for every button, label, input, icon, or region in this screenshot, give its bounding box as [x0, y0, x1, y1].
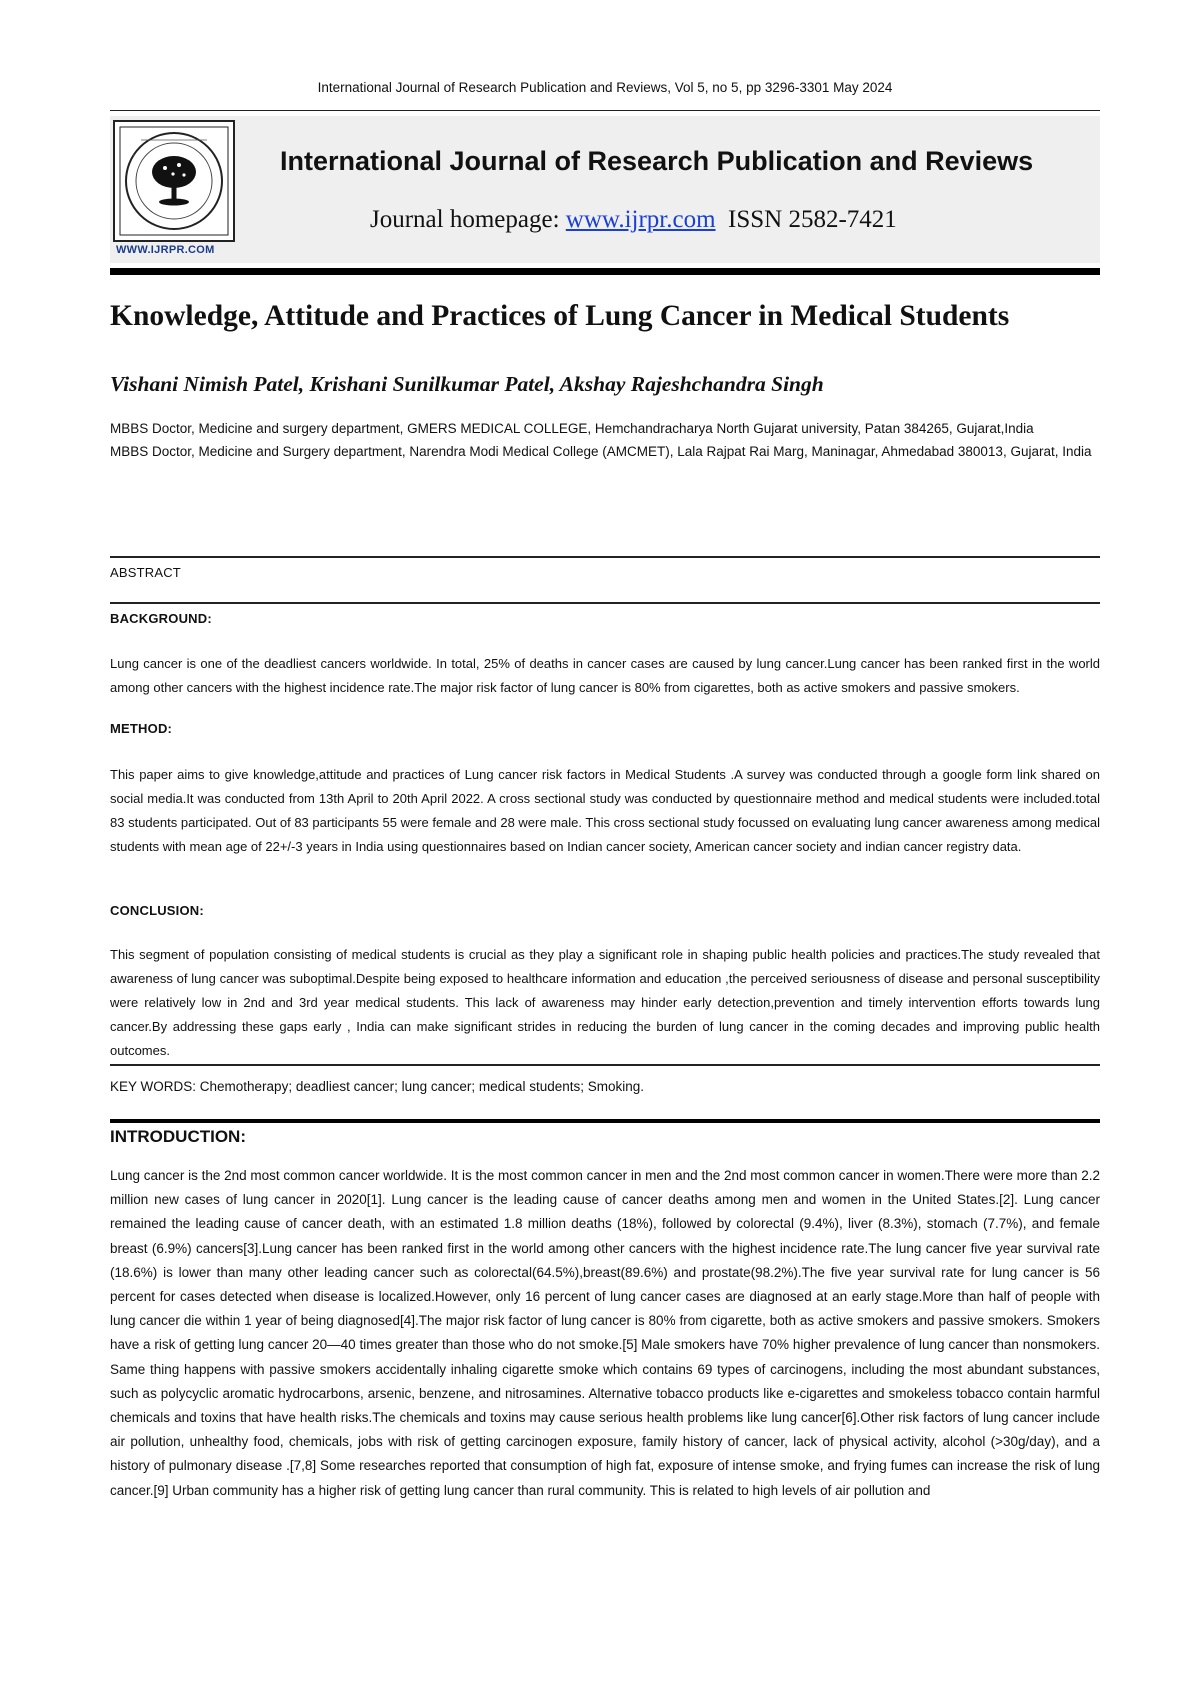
homepage-link[interactable]: www.ijrpr.com	[565, 206, 716, 233]
running-header: International Journal of Research Publication and Reviews, Vol 5, no 5, pp 3296-3301 May 2024	[317, 80, 893, 95]
introduction-text: Lung cancer is the 2nd most common cancer worldwide. It is the most common cancer in men and the 2nd most common cancer in women.There were more than 2.2 million new cases of lung cancer in 2020[1]. Lung cancer is the leading cause of cancer deaths among men and women in the United States.[2]. Lung cancer remained the leading cause of cancer death, with an estimated 1.8 million deaths (18%), followed by colorectal (9.4%), liver (8.3%), stomach (7.7%), and female breast (6.9%) cancers[3].Lung cancer has been ranked first in the world among other cancers with the highest incidence rate.The lung cancer five year survival rate (18.6%) is lower than many other leading cancer such as colorectal(64.5%),breast(89.6%) and prostate(98.2%).The five year survival rate for lung cancer is 56 percent for cases detected when disease is localized.However, only 16 percent of lung cancer cases are diagnosed at an early stage.More than half of people with lung cancer die within 1 year of being diagnosed[4].The major risk factor of lung cancer is 80% from cigarette, both as active smokers and passive smokers. Smokers have a risk of getting lung cancer 20—40 times greater than those who do not smoke.[5] Male smokers have 70% higher prevalence of lung cancer than nonsmokers. Same thing happens with passive smokers accidentally inhaling cigarette smoke which contains 69 types of carcinogens, including the most abundant substances, such as polycyclic aromatic hydrocarbons, arsenic, benzene, and nitrosamines. Alternative tobacco products like e-cigarettes and smokeless tobacco contain harmful chemicals and toxins that have health risks.The chemicals and toxins may cause serious health problems like lung cancer[6].Other risk factors of lung cancer include air pollution, unhealthy food, chemicals, jobs with risk of getting carcinogen exposure, family history of cancer, lack of physical activity, alcohol (>30g/day), and a history of pulmonary disease .[7,8] Some researches reported that consumption of high fat, exposure of intense smoke, and frying fumes can increase the risk of lung cancer.[9] Urban community has a higher risk of getting lung cancer than rural community. This is related to high levels of air pollution and	[110, 1168, 1100, 1498]
journal-masthead	[110, 116, 1100, 263]
conclusion-text: This segment of population consisting of medical students is crucial as they play a significant role in shaping public health policies and practices.The study revealed that awareness of lung cancer was suboptimal.Despite being exposed to healthcare information and education ,the perceived seriousness of disease and personal susceptibility were relatively low in 2nd and 3rd year medical students. This lack of awareness may hinder early detection,prevention and timely intervention efforts towards lung cancer.By addressing these gaps early , India can make significant strides in reducing the burden of lung cancer in the coming decades and improving public health outcomes.	[110, 947, 1100, 1058]
background-label: BACKGROUND:	[110, 611, 212, 626]
abstract-heading-rule	[110, 602, 1100, 604]
background-text: Lung cancer is one of the deadliest cancers worldwide. In total, 25% of deaths in cancer cases are caused by lung cancer.Lung cancer has been ranked first in the world among other cancers with the highest incidence rate.The major risk factor of lung cancer is 80% from cigarettes, both as active smokers and passive smokers.	[110, 656, 1100, 695]
method-label: METHOD:	[110, 721, 173, 736]
affiliations	[110, 417, 1100, 463]
header-rule	[110, 110, 1100, 111]
journal-title: International Journal of Research Publication and Reviews	[280, 146, 1034, 176]
journal-logo	[113, 120, 235, 260]
abstract-top-rule	[110, 556, 1100, 558]
abstract-heading: ABSTRACT	[110, 565, 181, 580]
paper-title: Knowledge, Attitude and Practices of Lung Cancer in Medical Students	[110, 300, 1010, 332]
affiliation-1: MBBS Doctor, Medicine and surgery department, GMERS MEDICAL COLLEGE, Hemchandracharya North Gujarat university, Patan 384265, Gujarat,India	[110, 421, 1034, 436]
affiliation-2: MBBS Doctor, Medicine and Surgery department, Narendra Modi Medical College (AMCMET), Lala Rajpat Rai Marg, Maninagar, Ahmedabad 380013, Gujarat, India	[110, 444, 1092, 459]
journal-homepage-line	[370, 206, 897, 234]
issn: ISSN 2582-7421	[728, 206, 897, 233]
method-text: This paper aims to give knowledge,attitude and practices of Lung cancer risk factors in Medical Students .A survey was conducted through a google form link shared on social media.It was conducted from 13th April to 20th April 2022. A cross sectional study was conducted by questionnaire method and medical students were included.total 83 students participated. Out of 83 participants 55 were female and 28 were male. This cross sectional study focussed on evaluating lung cancer awareness among medical students with mean age of 22+/-3 years in India using questionnaires based on Indian cancer society, American cancer society and indian cancer registry data.	[110, 767, 1100, 854]
masthead-rule	[110, 268, 1100, 275]
conclusion-label: CONCLUSION:	[110, 903, 204, 918]
logo-caption: WWW.IJRPR.COM	[116, 244, 215, 256]
paper-authors: Vishani Nimish Patel, Krishani Sunilkumar Patel, Akshay Rajeshchandra Singh	[110, 372, 824, 396]
homepage-prefix: Journal homepage:	[370, 206, 566, 233]
introduction-rule	[110, 1119, 1100, 1123]
introduction-heading: INTRODUCTION:	[110, 1127, 246, 1146]
keywords: KEY WORDS: Chemotherapy; deadliest cancer; lung cancer; medical students; Smoking.	[110, 1079, 645, 1094]
abstract-bottom-rule	[110, 1064, 1100, 1066]
